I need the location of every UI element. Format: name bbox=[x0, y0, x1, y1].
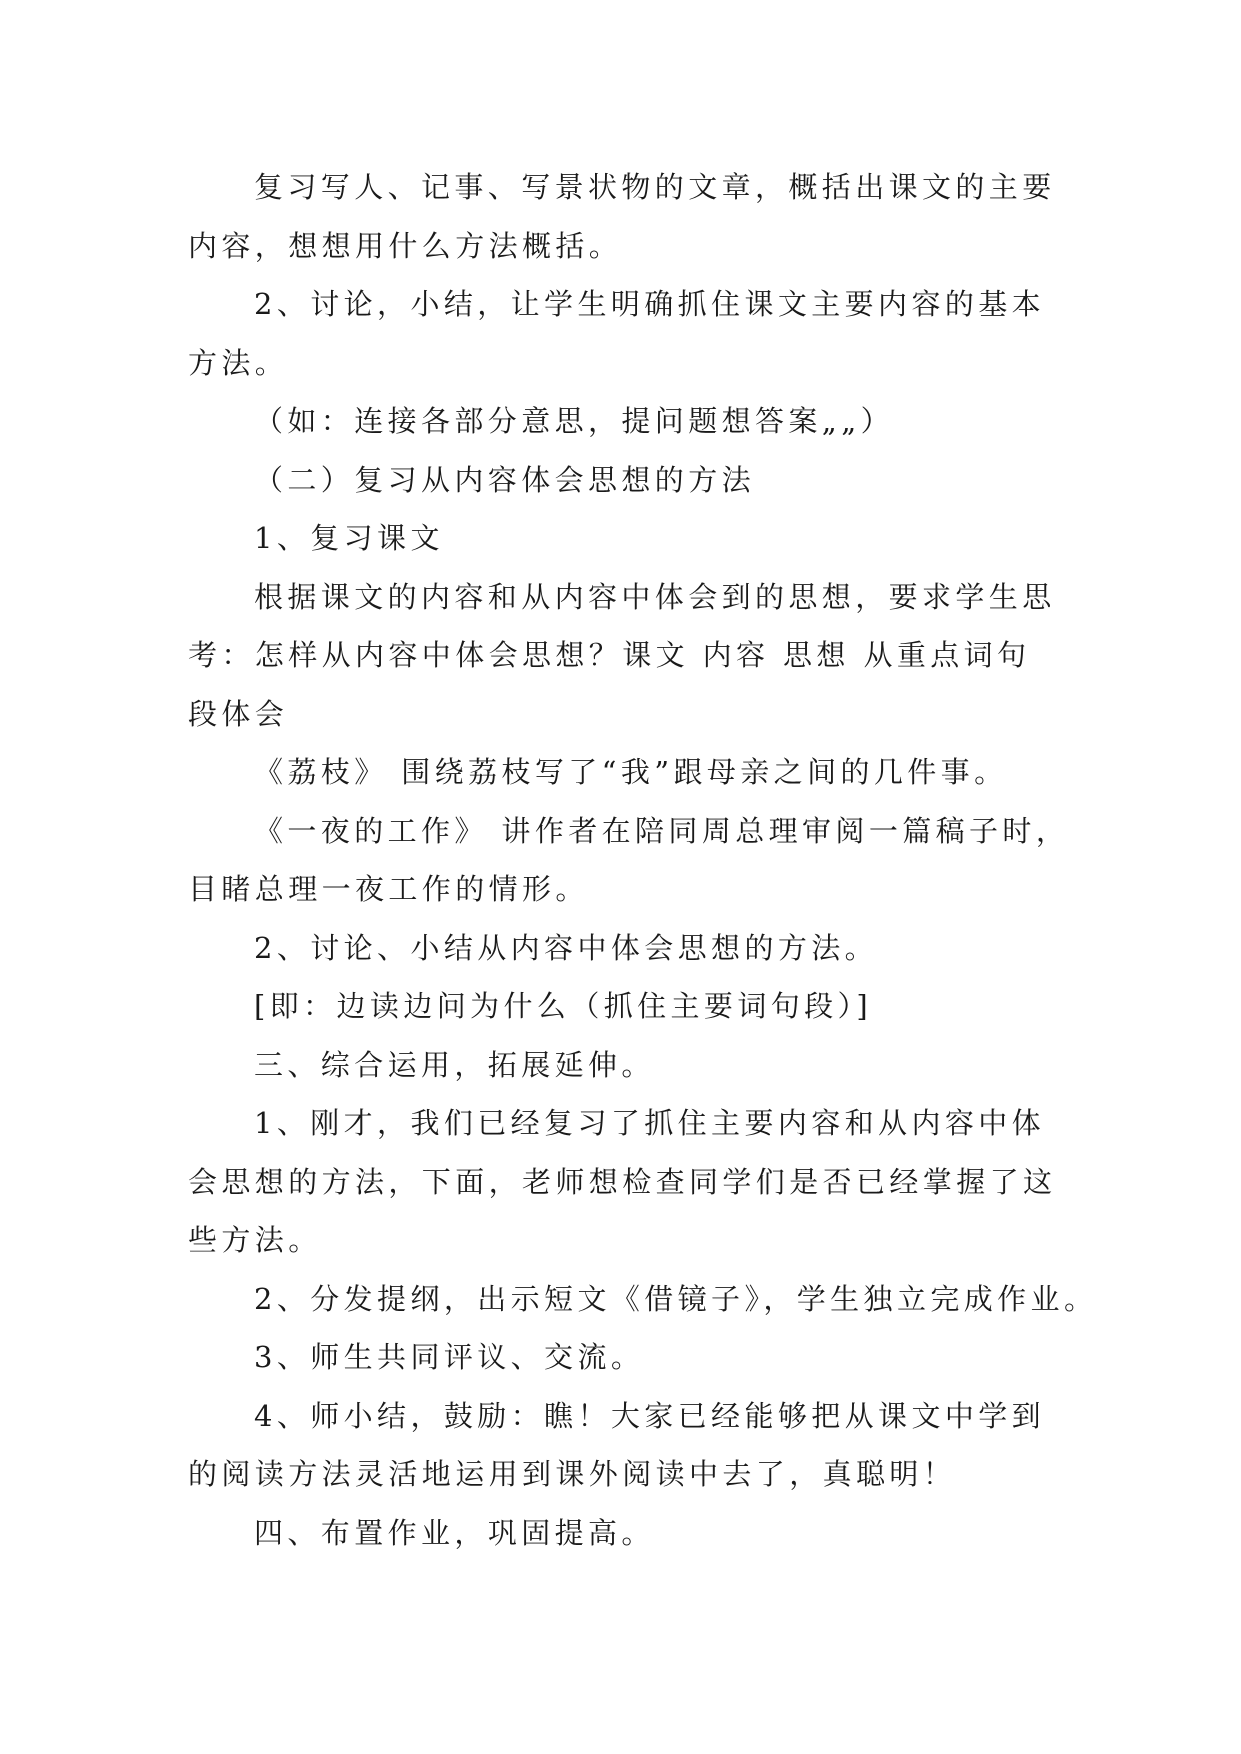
text-line: 复习写人、记事、写景状物的文章，概括出课文的主要 bbox=[254, 170, 1056, 204]
text-line: （二）复习从内容体会思想的方法 bbox=[254, 462, 756, 497]
text-line: 目睹总理一夜工作的情形。 bbox=[188, 872, 589, 906]
text-line: 三、综合运用，拓展延伸。 bbox=[254, 1047, 655, 1082]
text-line: （如：连接各部分意思，提问题想答案„„） bbox=[254, 404, 895, 438]
text-line: 2、讨论、小结从内容中体会思想的方法。 bbox=[254, 930, 879, 965]
text-line: 2、分发提纲，出示短文《借镜子》，学生独立完成作业。 bbox=[254, 1281, 1098, 1316]
text-line: 1、刚才，我们已经复习了抓住主要内容和从内容中体 bbox=[254, 1106, 1046, 1140]
text-line: 《荔枝》 围绕荔枝写了“我”跟母亲之间的几件事。 bbox=[254, 755, 1008, 789]
text-line: 四、布置作业，巩固提高。 bbox=[254, 1515, 655, 1550]
text-line: 1、复习课文 bbox=[254, 521, 444, 555]
text-line: 《一夜的工作》 讲作者在陪同周总理审阅一篇稿子时， bbox=[254, 813, 1070, 848]
text-line: 方法。 bbox=[188, 345, 289, 380]
text-line: 3、师生共同评议、交流。 bbox=[254, 1340, 645, 1374]
text-line: 考：怎样从内容中体会思想？课文 内容 思想 从重点词句 bbox=[188, 638, 1031, 672]
text-line: 2、讨论，小结，让学生明确抓住课文主要内容的基本 bbox=[254, 287, 1046, 321]
text-line: 内容，想想用什么方法概括。 bbox=[188, 228, 623, 263]
text-line: [即：边读边问为什么（抓住主要词句段）] bbox=[254, 989, 873, 1023]
text-line: 会思想的方法，下面，老师想检查同学们是否已经掌握了这 bbox=[188, 1164, 1057, 1199]
text-line: 根据课文的内容和从内容中体会到的思想，要求学生思 bbox=[254, 579, 1056, 614]
text-line: 段体会 bbox=[188, 696, 289, 731]
text-line: 4、师小结，鼓励：瞧！大家已经能够把从课文中学到 bbox=[254, 1398, 1046, 1433]
document-body bbox=[188, 158, 1098, 1562]
text-line: 些方法。 bbox=[188, 1223, 322, 1257]
text-line: 的阅读方法灵活地运用到课外阅读中去了，真聪明！ bbox=[188, 1457, 957, 1491]
